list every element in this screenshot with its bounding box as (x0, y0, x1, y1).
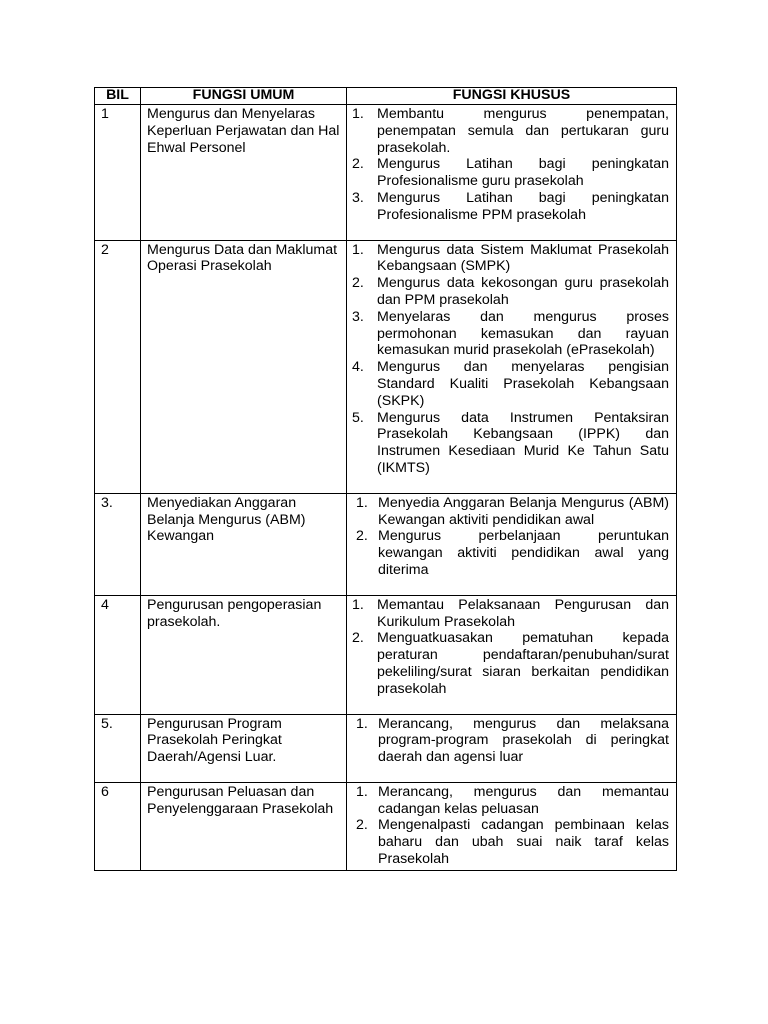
list-text: Memantau Pelaksanaan Pengurusan dan Kurikulum Prasekolah (377, 596, 669, 630)
list-text: Mengurus data kekosongan guru prasekolah dan PPM prasekolah (377, 275, 669, 308)
cell-fungsi-umum: Menyediakan Anggaran Belanja Mengurus (ABM) Kewangan (141, 493, 347, 595)
list-number: 2. (352, 156, 364, 173)
list-item (352, 359, 669, 409)
table-row (95, 714, 677, 782)
table-header-row (95, 88, 677, 105)
table-row (95, 493, 677, 595)
cell-fungsi-umum: Mengurus dan Menyelaras Keperluan Perjawatan dan Hal Ehwal Personel (141, 105, 347, 241)
cell-fungsi-khusus (347, 105, 677, 241)
table-row (95, 782, 677, 870)
list-item (352, 156, 669, 190)
list-number: 5. (352, 409, 364, 426)
list-text: Mengurus perbelanjaan peruntukan kewangan aktiviti pendidikan awal yang diterima (378, 528, 669, 578)
list-number: 3. (352, 189, 364, 206)
list-item (352, 309, 669, 359)
cell-fungsi-khusus (347, 240, 677, 493)
cell-fungsi-khusus (347, 714, 677, 782)
cell-bil: 5. (95, 714, 141, 782)
list-item (352, 410, 669, 477)
list-number: 1. (352, 106, 364, 122)
list-number: 4. (352, 359, 364, 376)
list-text: Merancang, mengurus dan melaksana program-program prasekolah di peringkat daerah dan agensi luar (378, 715, 669, 766)
header-bil: BIL (95, 88, 141, 105)
cell-fungsi-umum: Pengurusan Peluasan dan Penyelenggaraan Prasekolah (141, 782, 347, 870)
cell-fungsi-umum: Mengurus Data dan Maklumat Operasi Prasekolah (141, 240, 347, 493)
fungsi-khusus-list (352, 495, 669, 579)
fungsi-khusus-list (352, 242, 669, 477)
fungsi-khusus-list (352, 597, 669, 698)
list-text: Membantu mengurus penempatan, penempatan semula dan pertukaran guru prasekolah. (377, 106, 669, 156)
list-item (352, 630, 669, 697)
list-item (352, 817, 669, 867)
list-item (352, 716, 669, 766)
list-text: Mengurus Latihan bagi peningkatan Profesionalisme guru prasekolah (377, 156, 669, 190)
header-fungsi-umum: FUNGSI UMUM (141, 88, 347, 105)
list-item (352, 597, 669, 631)
cell-fungsi-khusus (347, 493, 677, 595)
list-number: 1. (352, 596, 364, 613)
cell-fungsi-khusus (347, 782, 677, 870)
cell-fungsi-khusus (347, 595, 677, 714)
list-number: 1. (352, 241, 364, 258)
list-item (352, 495, 669, 529)
list-text: Mengurus dan menyelaras pengisian Standard Kualiti Prasekolah Kebangsaan (SKPK) (377, 359, 669, 409)
fungsi-khusus-list (352, 716, 669, 766)
list-item (352, 190, 669, 224)
cell-bil: 3. (95, 493, 141, 595)
list-item (352, 275, 669, 309)
list-text: Mengurus data Instrumen Pentaksiran Prasekolah Kebangsaan (IPPK) dan Instrumen Kesediaan Murid Ke Tahun Satu (IKMTS) (377, 409, 669, 476)
list-number: 2. (356, 528, 368, 545)
list-text: Mengenalpasti cadangan pembinaan kelas baharu dan ubah suai naik taraf kelas Prasekolah (378, 817, 669, 868)
list-text: Merancang, mengurus dan memantau cadangan kelas peluasan (378, 783, 669, 817)
list-number: 1. (356, 783, 368, 800)
table-row (95, 240, 677, 493)
list-text: Mengurus data Sistem Maklumat Prasekolah Kebangsaan (SMPK) (377, 241, 669, 275)
list-text: Menyelaras dan mengurus proses permohonan kemasukan dan rayuan kemasukan murid prasekolah (ePrasekolah) (377, 308, 669, 359)
list-text: Menguatkuasakan pematuhan kepada peraturan pendaftaran/penubuhan/surat pekeliling/surat siaran berkaitan pendidikan prasekolah (377, 630, 669, 697)
cell-fungsi-umum: Pengurusan pengoperasian prasekolah. (141, 595, 347, 714)
cell-bil: 2 (95, 240, 141, 493)
list-text: Menyedia Anggaran Belanja Mengurus (ABM) Kewangan aktiviti pendidikan awal (378, 494, 669, 528)
list-number: 2. (356, 817, 368, 834)
table-row (95, 595, 677, 714)
list-number: 2. (352, 275, 364, 292)
list-item (352, 528, 669, 578)
cell-bil: 1 (95, 105, 141, 241)
fungsi-khusus-list (352, 106, 669, 224)
list-number: 3. (352, 308, 364, 325)
list-item (352, 784, 669, 818)
cell-bil: 6 (95, 782, 141, 870)
table-row (95, 105, 677, 241)
cell-fungsi-umum: Pengurusan Program Prasekolah Peringkat Daerah/Agensi Luar. (141, 714, 347, 782)
fungsi-khusus-list (352, 784, 669, 868)
list-number: 2. (352, 630, 364, 647)
list-number: 1. (356, 715, 368, 732)
functions-table (94, 87, 677, 871)
list-text: Mengurus Latihan bagi peningkatan Profesionalisme PPM prasekolah (377, 189, 669, 223)
list-item (352, 242, 669, 276)
list-item (352, 106, 669, 156)
header-fungsi-khusus: FUNGSI KHUSUS (347, 88, 677, 105)
list-number: 1. (356, 494, 368, 511)
cell-bil: 4 (95, 595, 141, 714)
